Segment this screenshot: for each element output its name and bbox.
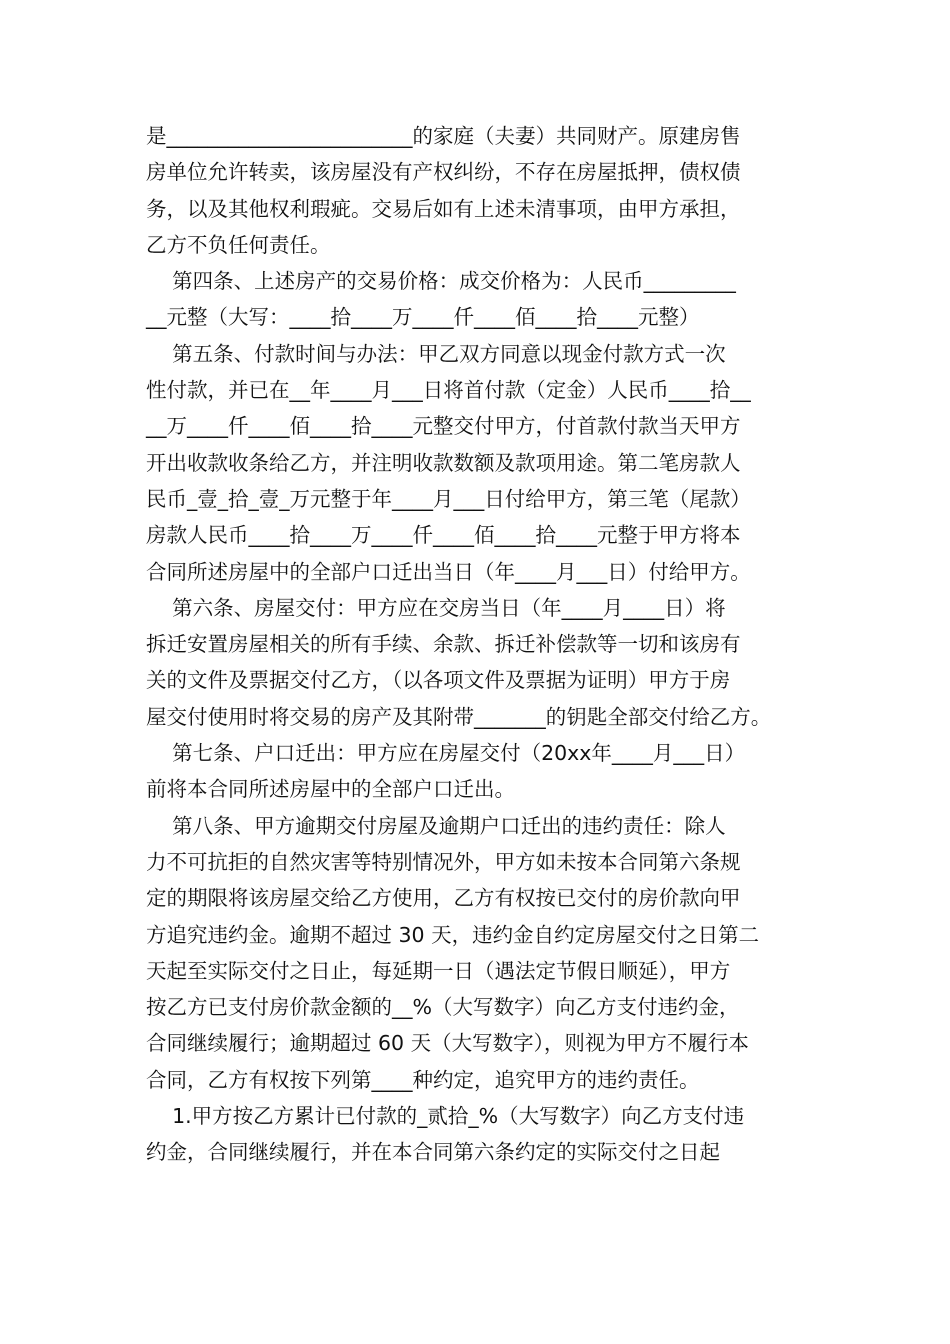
article-4-line: 第四条、上述房产的交易价格：成交价格为：人民币_________ (146, 269, 736, 294)
text-line: 按乙方已支付房价款金额的__%（大写数字）向乙方支付违约金， (146, 995, 740, 1020)
clause-1-line: 1.甲方按乙方累计已付款的_贰拾_%（大写数字）向乙方支付违 (146, 1104, 745, 1129)
text-line: 房款人民币____拾____万____仟____佰____拾____元整于甲方将本 (146, 523, 741, 548)
text-line: 房单位允许转卖，该房屋没有产权纠纷，不存在房屋抵押，债权债 (146, 160, 741, 185)
article-6-line: 第六条、房屋交付：甲方应在交房当日（年____月____日）将 (146, 595, 726, 620)
text-line: 方追究违约金。逾期不超过 30 天，违约金自约定房屋交付之日第二 (146, 922, 760, 947)
article-5-line: 第五条、付款时间与办法：甲乙双方同意以现金付款方式一次 (146, 341, 726, 366)
text-line: __元整（大写：____拾____万____仟____佰____拾____元整） (146, 305, 700, 330)
contract-text (146, 118, 826, 1171)
text-line: 合同，乙方有权按下列第____种约定，追究甲方的违约责任。 (146, 1067, 700, 1092)
text-line: 天起至实际交付之日止，每延期一日（遇法定节假日顺延），甲方 (146, 958, 731, 983)
text-line: 合同所述房屋中的全部户口迁出当日（年____月___日）付给甲方。 (146, 559, 751, 584)
text-line: 性付款，并已在__年____月___日将首付款（定金）人民币____拾__ (146, 378, 751, 403)
text-line: 约金，合同继续履行，并在本合同第六条约定的实际交付之日起 (146, 1140, 720, 1165)
text-line: 拆迁安置房屋相关的所有手续、余款、拆迁补偿款等一切和该房有 (146, 632, 741, 657)
article-8-line: 第八条、甲方逾期交付房屋及逾期户口迁出的违约责任：除人 (146, 813, 726, 838)
text-line: 关的文件及票据交付乙方，（以各项文件及票据为证明）甲方于房 (146, 668, 731, 693)
text-line: 力不可抗拒的自然灾害等特别情况外，甲方如未按本合同第六条规 (146, 849, 741, 874)
text-line: 乙方不负任何责任。 (146, 232, 331, 257)
text-line: 前将本合同所述房屋中的全部户口迁出。 (146, 777, 515, 802)
text-line: 屋交付使用时将交易的房产及其附带_______的钥匙全部交付给乙方。 (146, 704, 772, 729)
text-line: 民币_壹_拾_壹_万元整于年____月___日付给甲方，第三笔（尾款） (146, 486, 751, 511)
text-line: 合同继续履行；逾期超过 60 天（大写数字），则视为甲方不履行本 (146, 1031, 749, 1056)
text-line: 开出收款收条给乙方，并注明收款数额及款项用途。第二笔房款人 (146, 450, 741, 475)
text-line: 务，以及其他权利瑕疵。交易后如有上述未清事项，由甲方承担， (146, 196, 741, 221)
text-line: 是________________________的家庭（夫妻）共同财产。原建房售 (146, 124, 741, 148)
text-line: __万____仟____佰____拾____元整交付甲方，付首款付款当天甲方 (146, 414, 741, 439)
article-7-line: 第七条、户口迁出：甲方应在房屋交付（20xx年____月___日） (146, 741, 746, 766)
text-line: 定的期限将该房屋交给乙方使用，乙方有权按已交付的房价款向甲 (146, 886, 741, 911)
